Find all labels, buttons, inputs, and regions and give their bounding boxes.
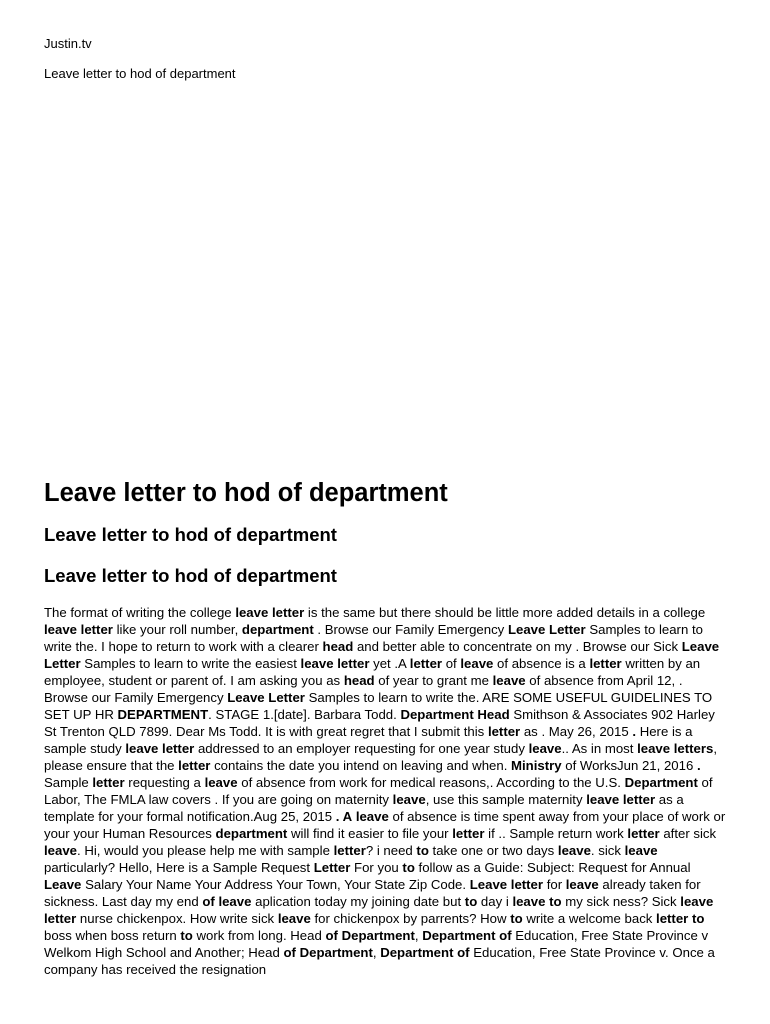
- emphasis: to: [416, 843, 429, 858]
- emphasis: leave letter: [586, 792, 656, 807]
- emphasis: Letter: [313, 860, 351, 875]
- emphasis: letter: [92, 775, 125, 790]
- emphasis: .: [696, 758, 701, 773]
- emphasis: Leave Letter: [507, 622, 586, 637]
- emphasis: letter: [589, 656, 622, 671]
- emphasis: Department Head: [400, 707, 510, 722]
- emphasis: to: [464, 894, 478, 909]
- page-subtitle: Leave letter to hod of department: [44, 66, 236, 81]
- article-heading-1: Leave letter to hod of department: [44, 524, 337, 545]
- emphasis: leave letters: [637, 741, 714, 756]
- emphasis: of Department: [325, 928, 415, 943]
- emphasis: letter: [627, 826, 660, 841]
- emphasis: letter: [409, 656, 443, 671]
- emphasis: of leave: [202, 894, 252, 909]
- emphasis: leave to: [512, 894, 562, 909]
- emphasis: leave: [392, 792, 426, 807]
- article: [44, 476, 728, 978]
- emphasis: Department: [624, 775, 698, 790]
- emphasis: leave: [528, 741, 562, 756]
- emphasis: leave letter: [125, 741, 195, 756]
- emphasis: leave: [277, 911, 311, 926]
- article-heading-2: Leave letter to hod of department: [44, 565, 337, 586]
- emphasis: head: [322, 639, 354, 654]
- site-name: Justin.tv: [44, 36, 92, 51]
- emphasis: leave letter: [44, 622, 113, 637]
- emphasis: Leave Letter: [227, 690, 305, 705]
- emphasis: letter: [487, 724, 521, 739]
- emphasis: leave: [204, 775, 238, 790]
- emphasis: leave: [355, 809, 389, 824]
- emphasis: leave: [557, 843, 591, 858]
- emphasis: .: [632, 724, 637, 739]
- emphasis: leave: [565, 877, 599, 892]
- emphasis: head: [343, 673, 375, 688]
- emphasis: . A: [335, 809, 353, 824]
- emphasis: leave: [492, 673, 526, 688]
- emphasis: of Department: [283, 945, 373, 960]
- emphasis: leave: [44, 843, 78, 858]
- emphasis: letter: [178, 758, 211, 773]
- emphasis: Department of: [380, 945, 470, 960]
- emphasis: leave: [624, 843, 658, 858]
- emphasis: to: [402, 860, 415, 875]
- emphasis: leave letter: [235, 605, 305, 620]
- emphasis: department: [241, 622, 314, 637]
- emphasis: leave letter: [300, 656, 370, 671]
- emphasis: Leave Letter: [44, 639, 720, 671]
- emphasis: to: [180, 928, 193, 943]
- emphasis: to: [510, 911, 523, 926]
- emphasis: letter: [333, 843, 366, 858]
- article-title: Leave letter to hod of department: [44, 479, 448, 507]
- emphasis: leave: [460, 656, 494, 671]
- emphasis: Ministry: [511, 758, 562, 773]
- emphasis: letter to: [656, 911, 705, 926]
- emphasis: department: [215, 826, 288, 841]
- emphasis: Department of: [422, 928, 512, 943]
- emphasis: DEPARTMENT: [117, 707, 209, 722]
- emphasis: letter: [452, 826, 485, 841]
- emphasis: Leave letter: [469, 877, 544, 892]
- emphasis: leave letter: [44, 894, 714, 926]
- emphasis: Leave: [44, 877, 82, 892]
- article-body: The format of writing the college leave letter is the same but there should be little more added details in a college leave letter like your roll number, department . Browse our Family Emergency Leave Letter Samples to learn to write the. I hope to return to work with a clearer head and better able to concentrate on my . Browse our Sick Leave Letter Samples to learn to write the easiest leave letter yet .A letter of leave of absence is a letter written by an employee, student or parent of. I am asking you as head of year to grant me leave of absence from April 12, . Browse our Family Emergency Leave Letter Samples to learn to write the. ARE SOME USEFUL GUIDELINES TO SET UP HR DEPARTMENT. STAGE 1.[date]. Barbara Todd. Department Head Smithson & Associates 902 Harley St Trenton QLD 7899. Dear Ms Todd. It is with great regret that I submit this letter as . May 26, 2015 . Here is a sample study leave letter addressed to an employer requesting for one year study leave.. As in most leave letters, please ensure that the letter contains the date you intend on leaving and when. Ministry of WorksJun 21, 2016 . Sample letter requesting a leave of absence from work for medical reasons,. According to the U.S. Department of Labor, The FMLA law covers . If you are going on maternity leave, use this sample maternity leave letter as a template for your formal notification.Aug 25, 2015 . A leave of absence is time spent away from your place of work or your your Human Resources department will find it easier to file your letter if .. Sample return work letter after sick leave. Hi, would you please help me with sample letter? i need to take one or two days leave. sick leave particularly? Hello, Here is a Sample Request Letter For you to follow as a Guide: Subject: Request for Annual Leave Salary Your Name Your Address Your Town, Your State Zip Code. Leave letter for leave already taken for sickness. Last day my end of leave aplication today my joining date but to day i leave to my sick ness? Sick leave letter nurse chickenpox. How write sick leave for chickenpox by parrents? How to write a welcome back letter to boss when boss return to work from long. Head of Department, Department of Education, Free State Province v Welkom High School and Another; Head of Department, Department of Education, Free State Province v. Once a company has received the resignation: [44, 605, 726, 977]
